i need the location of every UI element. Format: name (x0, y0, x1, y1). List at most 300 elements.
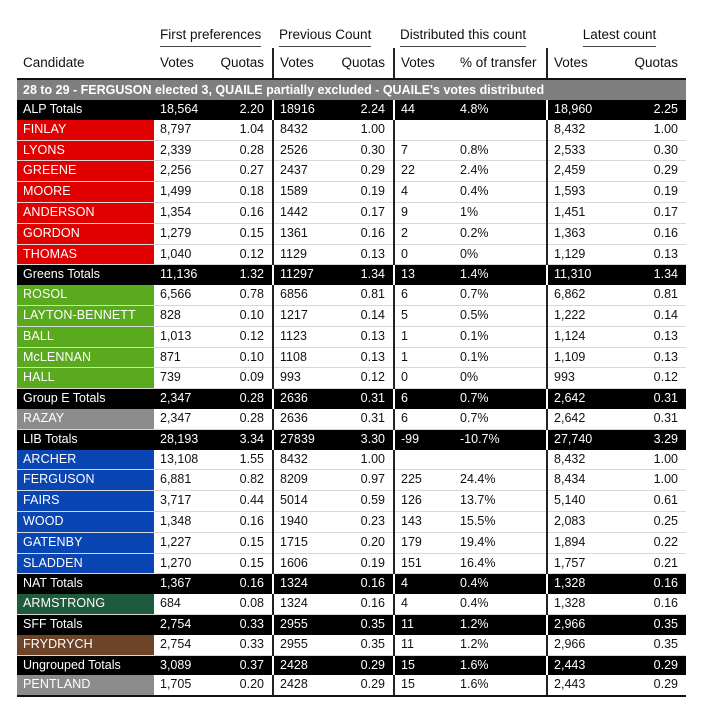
dist-votes: 1 (394, 347, 454, 368)
first-quotas: 0.12 (213, 326, 273, 347)
prev-votes: 8432 (273, 120, 327, 140)
dist-votes: 179 (394, 532, 454, 553)
latest-quotas: 0.14 (617, 305, 686, 326)
prev-quotas: 0.19 (327, 182, 394, 203)
first-quotas: 0.44 (213, 491, 273, 512)
prev-votes: 1442 (273, 202, 327, 223)
first-quotas: 0.15 (213, 553, 273, 574)
candidate-row (17, 532, 686, 553)
first-votes: 1,227 (154, 532, 213, 553)
prev-votes: 993 (273, 368, 327, 389)
latest-votes: 1,124 (547, 326, 617, 347)
prev-votes: 1324 (273, 594, 327, 614)
latest-quotas: 0.35 (617, 635, 686, 655)
party-total-row (17, 429, 686, 449)
candidate-row (17, 511, 686, 532)
prev-quotas: 0.16 (327, 574, 394, 594)
prev-votes: 5014 (273, 491, 327, 512)
prev-votes: 2955 (273, 614, 327, 634)
dist-votes: 225 (394, 470, 454, 491)
dist-pct: 24.4% (454, 470, 547, 491)
first-votes: 684 (154, 594, 213, 614)
latest-quotas: 1.00 (617, 450, 686, 470)
first-quotas: 0.15 (213, 223, 273, 244)
header-previous-count: Previous Count (273, 22, 394, 48)
latest-votes: 1,363 (547, 223, 617, 244)
header-dist-pct: % of transfer (454, 48, 547, 79)
prev-votes: 2437 (273, 161, 327, 182)
candidate-row (17, 223, 686, 244)
first-votes: 2,754 (154, 635, 213, 655)
dist-pct: 0.7% (454, 389, 547, 409)
candidate-name: PENTLAND (17, 675, 154, 696)
candidate-name: ARMSTRONG (17, 594, 154, 614)
latest-quotas: 0.16 (617, 223, 686, 244)
latest-quotas: 0.61 (617, 491, 686, 512)
prev-quotas: 0.97 (327, 470, 394, 491)
count-banner-row (17, 79, 686, 100)
dist-pct: 1% (454, 202, 547, 223)
first-votes: 3,089 (154, 655, 213, 675)
dist-pct: 0% (454, 368, 547, 389)
latest-quotas: 0.13 (617, 244, 686, 265)
latest-votes: 2,966 (547, 614, 617, 634)
dist-pct: 13.7% (454, 491, 547, 512)
first-votes: 11,136 (154, 265, 213, 285)
header-latest-votes: Votes (547, 48, 617, 79)
first-votes: 6,566 (154, 285, 213, 305)
first-quotas: 0.33 (213, 614, 273, 634)
dist-votes: 2 (394, 223, 454, 244)
dist-pct: 1.2% (454, 614, 547, 634)
latest-votes: 2,083 (547, 511, 617, 532)
dist-votes: 22 (394, 161, 454, 182)
prev-votes: 1715 (273, 532, 327, 553)
dist-pct: 1.6% (454, 655, 547, 675)
prev-quotas: 1.00 (327, 120, 394, 140)
prev-quotas: 0.17 (327, 202, 394, 223)
first-quotas: 0.12 (213, 244, 273, 265)
candidate-row (17, 409, 686, 429)
candidate-row (17, 182, 686, 203)
dist-pct: 0.4% (454, 574, 547, 594)
first-quotas: 3.34 (213, 429, 273, 449)
latest-votes: 2,459 (547, 161, 617, 182)
latest-quotas: 0.16 (617, 574, 686, 594)
first-quotas: 1.32 (213, 265, 273, 285)
candidate-name: ANDERSON (17, 202, 154, 223)
latest-quotas: 0.31 (617, 389, 686, 409)
prev-votes: 8209 (273, 470, 327, 491)
prev-quotas: 0.13 (327, 347, 394, 368)
prev-quotas: 0.29 (327, 161, 394, 182)
latest-quotas: 0.35 (617, 614, 686, 634)
dist-votes: 0 (394, 244, 454, 265)
candidate-name: LAYTON-BENNETT (17, 305, 154, 326)
first-votes: 1,270 (154, 553, 213, 574)
dist-pct: 0.8% (454, 140, 547, 161)
first-votes: 2,347 (154, 409, 213, 429)
candidate-name: ROSOL (17, 285, 154, 305)
latest-votes: 6,862 (547, 285, 617, 305)
candidate-row (17, 161, 686, 182)
prev-quotas: 0.16 (327, 223, 394, 244)
dist-votes: 13 (394, 265, 454, 285)
latest-votes: 1,328 (547, 594, 617, 614)
latest-quotas: 0.12 (617, 368, 686, 389)
first-quotas: 0.28 (213, 389, 273, 409)
prev-quotas: 0.12 (327, 368, 394, 389)
latest-votes: 8,432 (547, 450, 617, 470)
party-total-row (17, 614, 686, 634)
prev-votes: 1129 (273, 244, 327, 265)
dist-pct: 2.4% (454, 161, 547, 182)
prev-quotas: 2.24 (327, 100, 394, 120)
candidate-name: THOMAS (17, 244, 154, 265)
candidate-row (17, 594, 686, 614)
party-total-name: Group E Totals (17, 389, 154, 409)
first-votes: 1,367 (154, 574, 213, 594)
prev-votes: 1589 (273, 182, 327, 203)
candidate-row (17, 244, 686, 265)
prev-votes: 27839 (273, 429, 327, 449)
dist-votes: 126 (394, 491, 454, 512)
first-quotas: 1.04 (213, 120, 273, 140)
latest-votes: 1,451 (547, 202, 617, 223)
first-votes: 3,717 (154, 491, 213, 512)
dist-votes: 15 (394, 675, 454, 696)
party-total-row (17, 574, 686, 594)
latest-quotas: 0.25 (617, 511, 686, 532)
party-total-name: SFF Totals (17, 614, 154, 634)
latest-quotas: 1.34 (617, 265, 686, 285)
party-total-row (17, 265, 686, 285)
party-total-row (17, 389, 686, 409)
dist-pct: 0.1% (454, 347, 547, 368)
first-votes: 1,013 (154, 326, 213, 347)
header-distributed: Distributed this count (394, 22, 547, 48)
first-quotas: 0.16 (213, 511, 273, 532)
first-votes: 1,279 (154, 223, 213, 244)
dist-votes: 11 (394, 614, 454, 634)
dist-pct: 0.5% (454, 305, 547, 326)
candidate-name: FAIRS (17, 491, 154, 512)
party-total-name: ALP Totals (17, 100, 154, 120)
prev-votes: 11297 (273, 265, 327, 285)
latest-votes: 993 (547, 368, 617, 389)
latest-quotas: 0.30 (617, 140, 686, 161)
prev-quotas: 0.29 (327, 675, 394, 696)
header-latest-count: Latest count (547, 22, 686, 48)
dist-pct: 19.4% (454, 532, 547, 553)
dist-pct: 0% (454, 244, 547, 265)
prev-votes: 2636 (273, 409, 327, 429)
latest-quotas: 1.00 (617, 120, 686, 140)
latest-quotas: 3.29 (617, 429, 686, 449)
dist-pct (454, 120, 547, 140)
prev-votes: 1217 (273, 305, 327, 326)
prev-quotas: 0.31 (327, 389, 394, 409)
latest-votes: 1,129 (547, 244, 617, 265)
latest-quotas: 0.31 (617, 409, 686, 429)
prev-votes: 8432 (273, 450, 327, 470)
candidate-name: RAZAY (17, 409, 154, 429)
header-first-preferences: First preferences (154, 22, 273, 48)
candidate-name: FINLAY (17, 120, 154, 140)
candidate-name: ARCHER (17, 450, 154, 470)
first-votes: 1,348 (154, 511, 213, 532)
prev-votes: 18916 (273, 100, 327, 120)
first-votes: 1,705 (154, 675, 213, 696)
prev-quotas: 1.34 (327, 265, 394, 285)
candidate-name: GATENBY (17, 532, 154, 553)
first-votes: 18,564 (154, 100, 213, 120)
dist-votes: 5 (394, 305, 454, 326)
dist-votes: 4 (394, 594, 454, 614)
dist-votes: 6 (394, 389, 454, 409)
prev-quotas: 0.19 (327, 553, 394, 574)
header-first-quotas: Quotas (213, 48, 273, 79)
first-quotas: 0.15 (213, 532, 273, 553)
prev-votes: 2428 (273, 655, 327, 675)
candidate-row (17, 491, 686, 512)
first-votes: 1,499 (154, 182, 213, 203)
latest-votes: 1,328 (547, 574, 617, 594)
latest-quotas: 0.81 (617, 285, 686, 305)
prev-quotas: 0.20 (327, 532, 394, 553)
dist-pct: 15.5% (454, 511, 547, 532)
party-total-row (17, 100, 686, 120)
prev-quotas: 0.16 (327, 594, 394, 614)
prev-quotas: 0.13 (327, 244, 394, 265)
latest-votes: 5,140 (547, 491, 617, 512)
party-total-name: Greens Totals (17, 265, 154, 285)
dist-votes: 9 (394, 202, 454, 223)
latest-quotas: 0.13 (617, 347, 686, 368)
header-sub-row (17, 48, 686, 79)
dist-pct: 16.4% (454, 553, 547, 574)
dist-pct: 1.4% (454, 265, 547, 285)
latest-votes: 2,443 (547, 655, 617, 675)
count-banner: 28 to 29 - FERGUSON elected 3, QUAILE partially excluded - QUAILE's votes distributed (17, 79, 686, 100)
latest-votes: 1,109 (547, 347, 617, 368)
dist-votes: 7 (394, 140, 454, 161)
prev-quotas: 0.30 (327, 140, 394, 161)
dist-votes (394, 120, 454, 140)
first-votes: 2,339 (154, 140, 213, 161)
dist-votes: 143 (394, 511, 454, 532)
latest-votes: 1,593 (547, 182, 617, 203)
first-votes: 2,347 (154, 389, 213, 409)
dist-votes (394, 450, 454, 470)
prev-quotas: 0.35 (327, 614, 394, 634)
candidate-row (17, 368, 686, 389)
header-group-row (17, 22, 686, 48)
latest-votes: 1,894 (547, 532, 617, 553)
candidate-name: SLADDEN (17, 553, 154, 574)
latest-quotas: 0.17 (617, 202, 686, 223)
header-prev-votes: Votes (273, 48, 327, 79)
prev-votes: 6856 (273, 285, 327, 305)
header-dist-votes: Votes (394, 48, 454, 79)
first-quotas: 0.82 (213, 470, 273, 491)
first-votes: 1,354 (154, 202, 213, 223)
candidate-row (17, 347, 686, 368)
dist-votes: 4 (394, 182, 454, 203)
dist-votes: 1 (394, 326, 454, 347)
party-total-name: Ungrouped Totals (17, 655, 154, 675)
latest-quotas: 0.22 (617, 532, 686, 553)
dist-votes: 151 (394, 553, 454, 574)
candidate-name: FERGUSON (17, 470, 154, 491)
first-quotas: 0.16 (213, 202, 273, 223)
first-quotas: 0.09 (213, 368, 273, 389)
first-votes: 828 (154, 305, 213, 326)
dist-votes: 6 (394, 285, 454, 305)
first-quotas: 0.16 (213, 574, 273, 594)
dist-votes: 6 (394, 409, 454, 429)
party-total-name: LIB Totals (17, 429, 154, 449)
candidate-row (17, 470, 686, 491)
latest-votes: 1,222 (547, 305, 617, 326)
candidate-row (17, 202, 686, 223)
first-votes: 13,108 (154, 450, 213, 470)
latest-votes: 2,642 (547, 409, 617, 429)
dist-votes: 4 (394, 574, 454, 594)
prev-quotas: 0.14 (327, 305, 394, 326)
candidate-name: HALL (17, 368, 154, 389)
first-quotas: 0.08 (213, 594, 273, 614)
party-total-name: NAT Totals (17, 574, 154, 594)
latest-votes: 2,642 (547, 389, 617, 409)
dist-pct: 0.4% (454, 182, 547, 203)
candidate-name: WOOD (17, 511, 154, 532)
dist-pct: -10.7% (454, 429, 547, 449)
dist-pct: 0.1% (454, 326, 547, 347)
prev-votes: 2955 (273, 635, 327, 655)
header-latest-quotas: Quotas (617, 48, 686, 79)
latest-votes: 2,533 (547, 140, 617, 161)
candidate-name: GREENE (17, 161, 154, 182)
prev-votes: 2526 (273, 140, 327, 161)
latest-votes: 2,443 (547, 675, 617, 696)
dist-votes: 15 (394, 655, 454, 675)
latest-quotas: 0.16 (617, 594, 686, 614)
dist-pct: 0.7% (454, 409, 547, 429)
first-quotas: 0.33 (213, 635, 273, 655)
first-votes: 2,256 (154, 161, 213, 182)
first-quotas: 0.37 (213, 655, 273, 675)
prev-quotas: 0.23 (327, 511, 394, 532)
prev-votes: 1108 (273, 347, 327, 368)
prev-votes: 1324 (273, 574, 327, 594)
dist-votes: -99 (394, 429, 454, 449)
dist-votes: 44 (394, 100, 454, 120)
first-votes: 1,040 (154, 244, 213, 265)
first-quotas: 0.27 (213, 161, 273, 182)
header-first-votes: Votes (154, 48, 213, 79)
candidate-row (17, 450, 686, 470)
latest-votes: 18,960 (547, 100, 617, 120)
header-candidate: Candidate (17, 48, 154, 79)
first-quotas: 2.20 (213, 100, 273, 120)
candidate-row (17, 635, 686, 655)
dist-pct: 4.8% (454, 100, 547, 120)
prev-votes: 2428 (273, 675, 327, 696)
dist-pct: 1.2% (454, 635, 547, 655)
latest-votes: 27,740 (547, 429, 617, 449)
candidate-row (17, 305, 686, 326)
first-votes: 871 (154, 347, 213, 368)
first-quotas: 0.18 (213, 182, 273, 203)
prev-quotas: 0.81 (327, 285, 394, 305)
prev-votes: 1940 (273, 511, 327, 532)
prev-quotas: 1.00 (327, 450, 394, 470)
latest-quotas: 0.29 (617, 655, 686, 675)
first-quotas: 0.28 (213, 409, 273, 429)
latest-votes: 1,757 (547, 553, 617, 574)
latest-quotas: 0.29 (617, 161, 686, 182)
latest-quotas: 0.13 (617, 326, 686, 347)
prev-votes: 1606 (273, 553, 327, 574)
first-votes: 8,797 (154, 120, 213, 140)
dist-pct (454, 450, 547, 470)
candidate-row (17, 285, 686, 305)
first-quotas: 0.78 (213, 285, 273, 305)
party-total-row (17, 655, 686, 675)
dist-pct: 0.4% (454, 594, 547, 614)
dist-pct: 0.7% (454, 285, 547, 305)
candidate-row (17, 675, 686, 696)
latest-quotas: 2.25 (617, 100, 686, 120)
latest-quotas: 0.19 (617, 182, 686, 203)
latest-votes: 8,432 (547, 120, 617, 140)
candidate-name: McLENNAN (17, 347, 154, 368)
latest-quotas: 0.21 (617, 553, 686, 574)
candidate-name: MOORE (17, 182, 154, 203)
first-votes: 28,193 (154, 429, 213, 449)
prev-votes: 1123 (273, 326, 327, 347)
first-votes: 6,881 (154, 470, 213, 491)
dist-votes: 11 (394, 635, 454, 655)
first-quotas: 1.55 (213, 450, 273, 470)
header-spacer (17, 22, 154, 48)
latest-quotas: 1.00 (617, 470, 686, 491)
first-quotas: 0.10 (213, 347, 273, 368)
latest-quotas: 0.29 (617, 675, 686, 696)
prev-votes: 2636 (273, 389, 327, 409)
first-quotas: 0.28 (213, 140, 273, 161)
candidate-row (17, 326, 686, 347)
latest-votes: 8,434 (547, 470, 617, 491)
candidate-row (17, 120, 686, 140)
prev-quotas: 3.30 (327, 429, 394, 449)
prev-quotas: 0.29 (327, 655, 394, 675)
prev-votes: 1361 (273, 223, 327, 244)
prev-quotas: 0.31 (327, 409, 394, 429)
first-votes: 2,754 (154, 614, 213, 634)
candidate-name: LYONS (17, 140, 154, 161)
candidate-row (17, 553, 686, 574)
prev-quotas: 0.59 (327, 491, 394, 512)
latest-votes: 2,966 (547, 635, 617, 655)
first-quotas: 0.10 (213, 305, 273, 326)
count-results-table (17, 22, 686, 697)
prev-quotas: 0.35 (327, 635, 394, 655)
candidate-name: FRYDRYCH (17, 635, 154, 655)
dist-pct: 1.6% (454, 675, 547, 696)
latest-votes: 11,310 (547, 265, 617, 285)
